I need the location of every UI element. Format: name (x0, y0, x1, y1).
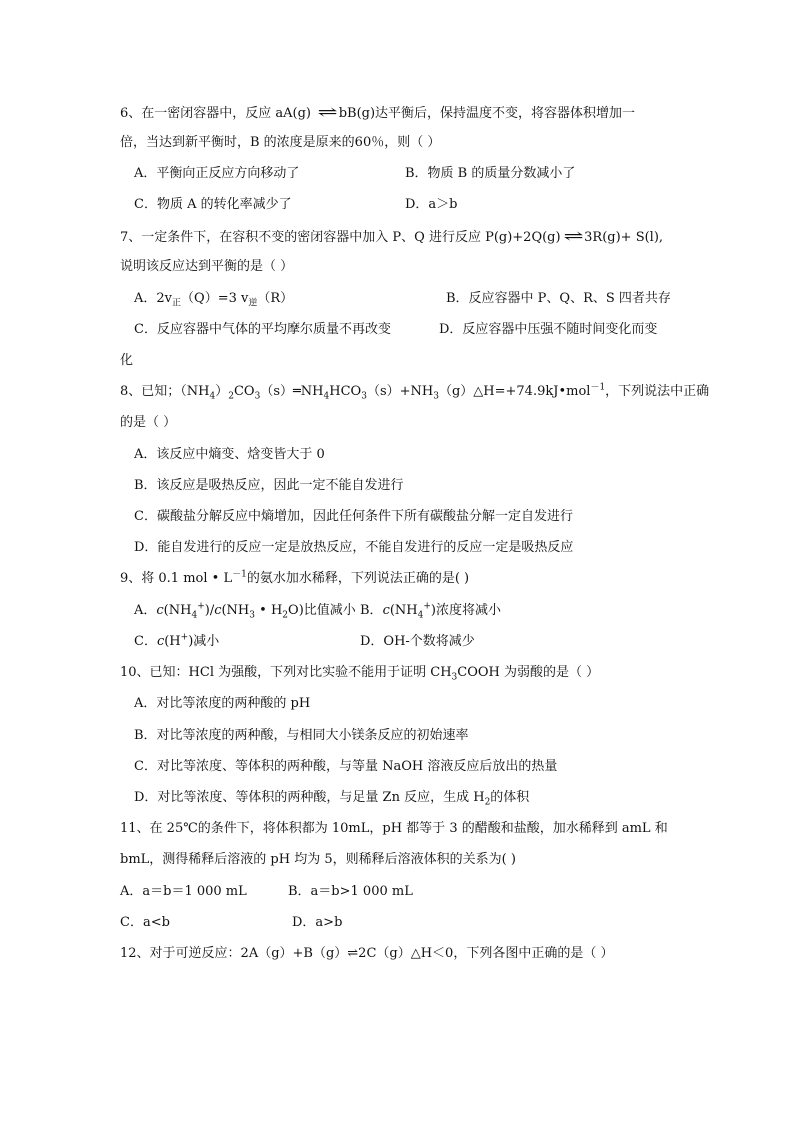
q8-sub: 3 (433, 391, 439, 402)
q8-sub: 4 (323, 391, 330, 402)
q6-option-c: C．物质 A 的转化率减少了 (134, 197, 292, 212)
q8-text: （s）═NH (260, 384, 324, 399)
q9-option-d: D．OH-个数将减少 (360, 634, 475, 649)
q7-stem-line-2: 说明该反应达到平衡的是（ ） (120, 259, 294, 274)
q7-opt-a-text: （Q）=3 v (181, 291, 249, 306)
q8-sub: 3 (361, 391, 367, 402)
q11-stem-line-2: bmL，测得稀释后溶液的 pH 均为 5，则稀释后溶液体积的关系为( ) (120, 852, 516, 867)
q9-c: c (382, 603, 390, 618)
q9-text: O)比值减小 (288, 603, 356, 618)
equilibrium-arrow-icon: ⇌ (563, 227, 582, 245)
q7-opt-a-sub: 正 (172, 298, 182, 309)
q7-option-a (134, 290, 293, 308)
q10-sub: 3 (451, 672, 458, 683)
q7-stem-part: 7、一定条件下，在容积不变的密闭容器中加入 P、Q 进行反应 P(g)+2Q(g) (120, 230, 561, 245)
q10-text: 10、已知：HCl 为强酸，下列对比实验不能用于证明 CH (120, 665, 452, 680)
q9-sup: + (423, 601, 431, 612)
q7-option-c: C．反应容器中气体的平均摩尔质量不再改变 (134, 322, 391, 337)
q11-option-c: C．a<b (120, 915, 170, 930)
q8-sub: 3 (254, 391, 261, 402)
q9-text: )浓度将减小 (430, 603, 501, 618)
q8-text: ） (215, 384, 229, 399)
q8-text: CO (233, 384, 255, 399)
q7-opt-a-sub: 逆 (248, 298, 258, 309)
q9-sub: 4 (417, 610, 424, 621)
q10-option-d (134, 789, 529, 807)
q10-text: COOH 为弱酸的是（ ） (457, 665, 600, 680)
q11-option-a: A．a＝b＝1 000 mL (120, 884, 247, 899)
q9-text: (H (164, 634, 181, 649)
q9-c: c (156, 603, 164, 618)
q7-stem-part: 3R(g)+ S(l), (584, 230, 664, 245)
q11-option-d: D．a>b (292, 915, 343, 930)
q6-stem-part: bB(g)达平衡后，保持温度不变，将容器体积增加一 (338, 106, 636, 121)
q8-stem-line-2: 的是（ ） (120, 415, 177, 430)
q12-stem: 12、对于可逆反应：2A（g）+B（g）⇌2C（g）△H＜0，下列各图中正确的是（ ） (120, 946, 614, 961)
q8-option-d: D．能自发进行的反应一定是放热反应，不能自发进行的反应一定是吸热反应 (134, 540, 574, 555)
q8-text: 8、已知；（NH (120, 384, 210, 399)
q8-option-c: C．碳酸盐分解反应中熵增加，因此任何条件下所有碳酸盐分解一定自发进行 (134, 509, 573, 524)
q9-sup: + (197, 601, 205, 612)
q8-text: HCO (329, 384, 362, 399)
q8-text: ，下列说法中正确 (605, 384, 710, 399)
q8-sub: 4 (209, 391, 216, 402)
q8-sup: －1 (590, 382, 606, 393)
q8-stem-line-1 (120, 383, 709, 401)
q9-option-a (134, 602, 356, 620)
q10-option-c: C．对比等浓度、等体积的两种酸，与等量 NaOH 溶液反应后放出的热量 (134, 759, 558, 774)
q9-text: C． (134, 634, 157, 649)
q7-opt-a-text: A．2v (134, 291, 173, 306)
q7-option-d: D．反应容器中压强不随时间变化而变 (439, 322, 658, 337)
q9-text: A． (134, 603, 157, 618)
q9-text: )/ (204, 603, 215, 618)
q9-text: (NH (389, 603, 418, 618)
q9-text: (NH (163, 603, 192, 618)
q6-option-a: A．平衡向正反应方向移动了 (134, 166, 300, 181)
q9-text: 的氨水加水稀释，下列说法正确的是( ) (246, 571, 470, 586)
q7-option-b: B．反应容器中 P、Q、R、S 四者共存 (446, 291, 671, 306)
q10-stem (120, 664, 599, 682)
q9-sub: 4 (191, 610, 198, 621)
q8-sub: 2 (228, 391, 234, 402)
q8-option-b: B．该反应是吸热反应，因此一定不能自发进行 (134, 478, 404, 493)
q7-stem-line-1 (120, 227, 663, 247)
q7-option-d-cont: 化 (120, 353, 134, 368)
q9-stem (120, 570, 469, 588)
q9-text: (NH (221, 603, 250, 618)
q6-stem-part: 6、在一密闭容器中，反应 aA(g) (120, 106, 316, 121)
equilibrium-arrow-icon: ⇌ (317, 103, 337, 121)
q8-text: （g）△H=+74.9kJ•mol (438, 384, 591, 399)
q8-option-a: A．该反应中熵变、焓变皆大于 0 (134, 447, 325, 462)
q6-option-b: B．物质 B 的质量分数减小了 (405, 166, 576, 181)
q9-sup: + (180, 632, 189, 643)
q9-sub: 3 (249, 610, 256, 621)
q10-text: D．对比等浓度、等体积的两种酸，与足量 Zn 反应，生成 H (134, 790, 485, 805)
q6-option-d: D．a＞b (405, 197, 458, 212)
q11-stem-line-1: 11、在 25℃的条件下，将体积都为 10mL，pH 都等于 3 的醋酸和盐酸，加水稀释到 amL 和 (120, 821, 668, 836)
q10-text: 的体积 (490, 790, 530, 805)
q9-sup: －1 (232, 569, 247, 580)
q9-sub: 2 (282, 610, 289, 621)
q9-text: )减小 (188, 634, 220, 649)
q10-sub: 2 (484, 797, 491, 808)
q9-text: • H (255, 603, 283, 618)
q9-c: c (156, 634, 165, 649)
q6-stem-line-1 (120, 103, 635, 123)
q11-option-b: B．a＝b>1 000 mL (288, 884, 413, 899)
q10-option-a: A．对比等浓度的两种酸的 pH (134, 696, 311, 711)
q6-stem-line-2: 倍，当达到新平衡时，B 的浓度是原来的60％，则（ ） (120, 135, 441, 150)
q9-option-c (134, 633, 219, 651)
q9-c: c (214, 603, 222, 618)
q8-text: （s）+NH (366, 384, 434, 399)
q9-option-b (360, 602, 501, 620)
q9-text: 9、将 0.1 mol • L (120, 571, 233, 586)
q9-text: B． (360, 603, 383, 618)
q7-opt-a-text: （R） (257, 291, 294, 306)
q10-option-b: B．对比等浓度的两种酸，与相同大小镁条反应的初始速率 (134, 728, 469, 743)
